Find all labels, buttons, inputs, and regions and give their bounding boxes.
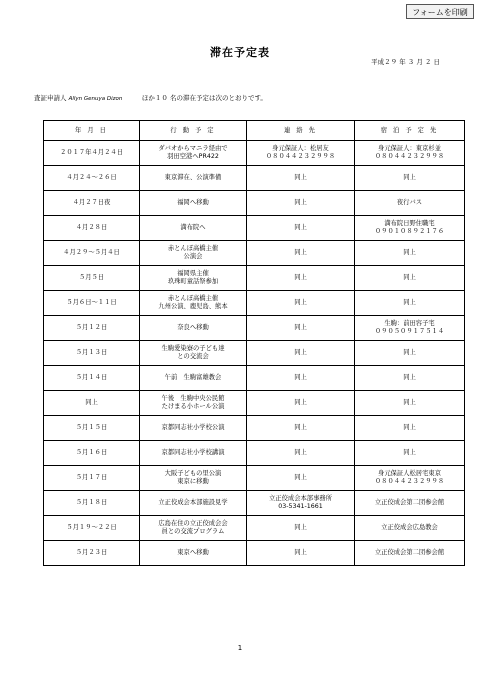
cell-contact: 同上 — [247, 291, 355, 316]
header-date: 年 月 日 — [44, 121, 140, 141]
cell-lodging: 立正佼成会第二団参会館 — [355, 491, 465, 516]
table-row — [44, 166, 465, 191]
applicant-name: Allyn Genuya Dizon — [68, 96, 123, 102]
table-row — [44, 491, 465, 516]
cell-activity: 福岡県主催 玖珠町童話祭参加 — [140, 266, 247, 291]
cell-date: ５月６日～１１日 — [44, 291, 140, 316]
cell-activity: 生駒愛染寮の子ども達 との交流会 — [140, 341, 247, 366]
table-row — [44, 191, 465, 216]
cell-lodging: 同上 — [355, 416, 465, 441]
cell-contact: 同上 — [247, 316, 355, 341]
table-row — [44, 141, 465, 166]
cell-contact: 同上 — [247, 241, 355, 266]
cell-activity: 京都同志社小学校公演 — [140, 416, 247, 441]
cell-lodging: 同上 — [355, 166, 465, 191]
cell-activity: 赤とんぼ高橋主催 九州公演、鹿児島、熊本 — [140, 291, 247, 316]
cell-activity: 福岡へ移動 — [140, 191, 247, 216]
cell-lodging: 同上 — [355, 341, 465, 366]
header-contact: 連 絡 先 — [247, 121, 355, 141]
applicant-suffix: ほか１０ 名の滞在予定は次のとおりです。 — [141, 94, 267, 102]
cell-date: ５月１８日 — [44, 491, 140, 516]
cell-contact: 同上 — [247, 166, 355, 191]
cell-date: ５月１４日 — [44, 366, 140, 391]
table-row — [44, 416, 465, 441]
table-row — [44, 541, 465, 566]
cell-contact: 立正佼成会本部事務所 03-5341-1661 — [247, 491, 355, 516]
table-row — [44, 241, 465, 266]
cell-contact: 同上 — [247, 191, 355, 216]
cell-contact: 身元保証人：松居友 ０８０４４２３２９９８ — [247, 141, 355, 166]
cell-date: ５月１７日 — [44, 466, 140, 491]
cell-lodging: 同上 — [355, 391, 465, 416]
cell-lodging: 立正佼成会広島教会 — [355, 516, 465, 541]
cell-lodging: 身元保証人松居宅東京 ０８０４４２３２９９８ — [355, 466, 465, 491]
cell-activity: 奈良へ移動 — [140, 316, 247, 341]
cell-date: ５月５日 — [44, 266, 140, 291]
cell-lodging: 同上 — [355, 266, 465, 291]
cell-lodging: 同上 — [355, 241, 465, 266]
table-row — [44, 316, 465, 341]
cell-date: ５月１６日 — [44, 441, 140, 466]
cell-lodging: 夜行バス — [355, 191, 465, 216]
cell-contact: 同上 — [247, 366, 355, 391]
cell-lodging: 同上 — [355, 441, 465, 466]
cell-lodging: 身元保証人：東京杉並 ０８０４４２３２９９８ — [355, 141, 465, 166]
cell-date: ４月２４～２６日 — [44, 166, 140, 191]
applicant-line — [34, 93, 267, 102]
cell-activity: 赤とんぼ高橋主催 公演会 — [140, 241, 247, 266]
cell-activity: 京都同志社小学校講演 — [140, 441, 247, 466]
cell-activity: 午前 生駒富雄教会 — [140, 366, 247, 391]
cell-date: ５月１３日 — [44, 341, 140, 366]
cell-activity: 大阪子どもの里公演 東京に移動 — [140, 466, 247, 491]
table-header-row — [44, 121, 465, 141]
applicant-label: 査証申請人 — [34, 94, 67, 102]
cell-activity: 広島在住の立正佼成会会 員との交流プログラム — [140, 516, 247, 541]
table-row — [44, 516, 465, 541]
print-form-button[interactable]: フォームを印刷 — [406, 4, 474, 19]
cell-activity: 満布院へ — [140, 216, 247, 241]
cell-lodging: 満布院日野住職宅 ０９０１０８９２１７６ — [355, 216, 465, 241]
cell-activity: 東京滞在、公演準備 — [140, 166, 247, 191]
table-row — [44, 391, 465, 416]
cell-date: ４月２７日夜 — [44, 191, 140, 216]
document-date: 平成２９ 年 ３ 月 ２ 日 — [371, 58, 440, 66]
table-row — [44, 366, 465, 391]
cell-lodging: 立正佼成会第二団参会館 — [355, 541, 465, 566]
table-row — [44, 441, 465, 466]
cell-activity: 東京へ移動 — [140, 541, 247, 566]
cell-contact: 同上 — [247, 216, 355, 241]
table-row — [44, 466, 465, 491]
header-activity: 行 動 予 定 — [140, 121, 247, 141]
page-number: 1 — [237, 644, 243, 652]
schedule-table — [43, 120, 465, 566]
cell-contact: 同上 — [247, 391, 355, 416]
document-title: 滞在予定表 — [210, 46, 270, 59]
table-row — [44, 341, 465, 366]
cell-contact: 同上 — [247, 516, 355, 541]
cell-date: ５月１９～２２日 — [44, 516, 140, 541]
cell-lodging: 同上 — [355, 366, 465, 391]
cell-lodging: 生駒：前田容子宅 ０９０５０９１７５１４ — [355, 316, 465, 341]
cell-contact: 同上 — [247, 266, 355, 291]
cell-date: ５月１５日 — [44, 416, 140, 441]
cell-activity: 午後 生駒中央公民館 たけまる小ホール公演 — [140, 391, 247, 416]
cell-date: ２０１７年４月２４日 — [44, 141, 140, 166]
cell-date: ４月２９～５月４日 — [44, 241, 140, 266]
header-lodging: 宿 泊 予 定 先 — [355, 121, 465, 141]
cell-date: ５月１２日 — [44, 316, 140, 341]
table-row — [44, 266, 465, 291]
cell-contact: 同上 — [247, 541, 355, 566]
cell-activity: 立正佼成会本部施設見学 — [140, 491, 247, 516]
cell-date: 同上 — [44, 391, 140, 416]
cell-date: ４月２８日 — [44, 216, 140, 241]
cell-contact: 同上 — [247, 416, 355, 441]
cell-lodging: 同上 — [355, 291, 465, 316]
cell-contact: 同上 — [247, 341, 355, 366]
table-row — [44, 291, 465, 316]
schedule-body — [44, 141, 465, 566]
cell-activity: ダバオからマニラ経由で 羽田空港へPR422 — [140, 141, 247, 166]
table-row — [44, 216, 465, 241]
cell-contact: 同上 — [247, 441, 355, 466]
cell-contact: 同上 — [247, 466, 355, 491]
cell-date: ５月２３日 — [44, 541, 140, 566]
